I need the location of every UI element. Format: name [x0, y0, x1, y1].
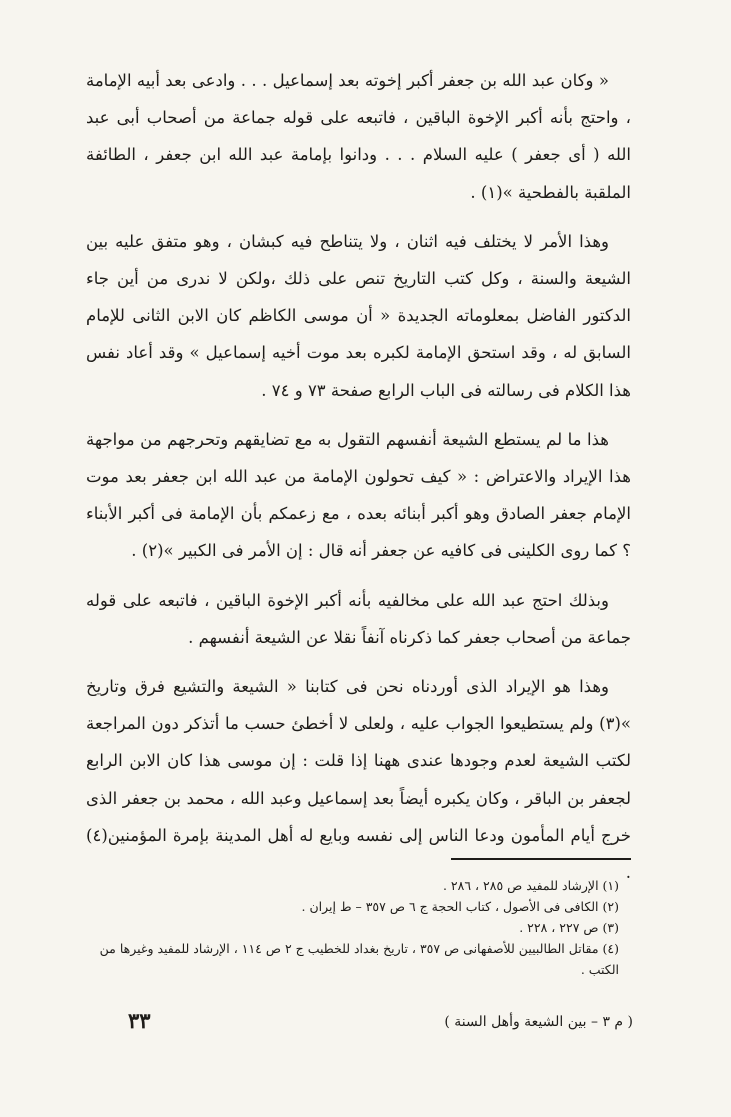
footnotes [89, 875, 629, 980]
paragraph-4: وبذلك احتج عبد الله على مخالفيه بأنه أكبر الإخوة الباقين ، فاتبعه على قوله جماعة من أصحاب جعفر كما ذكرناه آنفاً نقلا عن الشيعة أنفسهم . [86, 590, 631, 647]
paragraph-5: وهذا هو الإيراد الذى أوردناه نحن فى كتابنا « الشيعة والتشيع فرق وتاريخ »(٣) ولم يستطيعوا الجواب عليه ، ولعلى لا أخطئ حسب ما أتذكر دون المراجعة لكتب الشيعة لعدم وجودها عندى ههنا إذا قلت : إن موسى هذا كان الابن الرابع لجعفر بن الباقر ، وكان يكبره أيضاً بعد إسماعيل وعبد الله ، محمد بن جعفر الذى خرج أيام المأمون ودعا الناس إلى نفسه وبايع له أهل المدينة بإمرة المؤمنين(٤) . [86, 677, 631, 883]
footnote-separator [451, 858, 631, 860]
footnote-3: (٣) ص ٢٢٧ ، ٢٢٨ . [519, 920, 619, 935]
paragraph-2: وهذا الأمر لا يختلف فيه اثنان ، ولا يتناطح فيه كبشان ، وهو متفق عليه بين الشيعة والسنة ، وكل كتب التاريخ تنص على ذلك ،ولكن لا ندرى من أين جاء الدكتور الفاضل بمعلوماته الجديدة « أن موسى الكاظم كان الابن الثانى للإمام السابق له ، وقد استحق الإمامة لكبره بعد موت أخيه إسماعيل » وقد أعاد نفس هذا الكلام فى رسالته فى الباب الرابع صفحة ٧٣ و ٧٤ . [86, 231, 631, 400]
footnote-1: (١) الإرشاد للمفيد ص ٢٨٥ ، ٢٨٦ . [442, 878, 619, 893]
running-footer: ( م ٣ – بين الشيعة وأهل السنة ) [444, 1014, 633, 1030]
footnote-2: (٢) الكافى فى الأصول ، كتاب الحجة ج ٦ ص ٣٥٧ – ط إيران . [301, 899, 619, 914]
page-number: ٣٣ [128, 1008, 151, 1033]
page-footer [90, 1008, 633, 1042]
paragraph-1: « وكان عبد الله بن جعفر أكبر إخوته بعد إسماعيل . . . وادعى بعد أبيه الإمامة ، واحتج بأنه أكبر الإخوة الباقين ، فاتبعه على قوله جماعة من أصحاب أبى عبد الله ( أى جعفر ) عليه السلام . . . ودانوا بإمامة عبد الله ابن جعفر ، الطائفة الملقبة بالفطحية »(١) . [86, 71, 631, 202]
body-text [86, 62, 631, 903]
paragraph-3: هذا ما لم يستطع الشيعة أنفسهم التقول به مع تضايقهم وتحرجهم من مواجهة هذا الإيراد والاعتراض : « كيف تحولون الإمامة من عبد الله ابن جعفر بعد موت الإمام جعفر الصادق وهو أكبر أبنائه بعده ، مع زعمكم بأن الإمامة فى أكبر الأبناء ؟ كما روى الكلينى فى كافيه عن جعفر أنه قال : إن الأمر فى الكبير »(٢) . [86, 429, 631, 561]
footnote-4: (٤) مقاتل الطالبيين للأصفهانى ص ٣٥٧ ، تاريخ بغداد للخطيب ج ٢ ص ١١٤ ، الإرشاد للمفيد وغيرها من الكتب . [99, 941, 619, 977]
